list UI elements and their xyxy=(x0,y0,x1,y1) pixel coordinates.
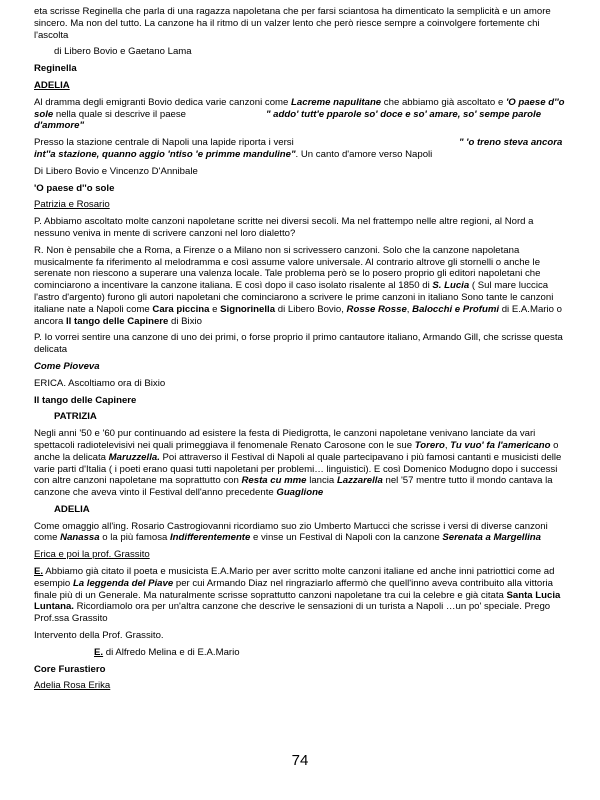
paragraph-gill: P. Io vorrei sentire una canzone di uno dei primi, o forse proprio il primo cantautore italiano, Armando Gill, che scrisse questa delicata xyxy=(34,332,563,356)
song-title: Core Furastiero xyxy=(34,663,106,675)
speaker-label: Patrizia e Rosario xyxy=(34,199,110,211)
paragraph-omaggio: Come omaggio all'ing. Rosario Castrogiovanni ricordiamo suo zio Umberto Martucci che scrisse i versi di diverse canzoni come Nanassa o la più famosa Indifferentemente e vinse un Festival di Napoli con la canzone Serenata a Margellina xyxy=(34,520,548,544)
paragraph-intervento: Intervento della Prof. Grassito. xyxy=(34,630,164,642)
paragraph-stazione: Presso la stazione centrale di Napoli una lapide riporta i versi " 'o treno steva ancora int''a stazione, quanno aggio 'ntiso 'e primme manduline". Un canto d'amore verso Napoli xyxy=(34,137,563,160)
page-number: 74 xyxy=(291,752,309,769)
song-credit: di Libero Bovio e Gaetano Lama xyxy=(54,46,192,58)
paragraph-mario: E. Abbiamo già citato il poeta e musicista E.A.Mario per aver scritto molte canzoni italiane ed anche inni patriottici come ad esempio La leggenda del Piave per cui Armando Diaz nel ringraziarlo affermò che quell'inno aveva contribuito alla vittoria finale più di un Generale. Ma naturalmente scrisse soprattutto canzoni napoletane tra cui la celebre e già citata Santa Lucia Luntana. Ricordiamolo ora per un'altra canzone che descrive le sensazioni di un turista a Napoli …un po' speciale. Prego Prof.ssa Grassito xyxy=(34,566,561,625)
speaker-label: Adelia Rosa Erika xyxy=(34,680,111,692)
song-title: 'O paese d''o sole xyxy=(34,182,115,194)
paragraph-erica: ERICA. Ascoltiamo ora di Bixio xyxy=(34,377,166,389)
speaker-label: PATRIZIA xyxy=(54,411,97,423)
song-credit: E. di Alfredo Melina e di E.A.Mario xyxy=(94,646,240,658)
paragraph-risposta: R. Non è pensabile che a Roma, a Firenze o a Milano non si scrivessero canzoni. Solo che la canzone napoletana musicalmente fa riferimento al melodramma e così assume valore universale. Al contrario altrove gli stornelli o anche le serenate non riescono a superare una valenza locale. Tale problema però se lo posero proprio gli editori napoletani che cominciarono a incentivare la canzone italiana. E così dopo il caso isolato risalente al 1850 di S. Lucia ( Sul mare luccica l'astro d'argento) furono gli autori napoletani che cominciarono a scrivere le prime canzoni in italiano Sono tante le canzoni italiane nate a Napoli come Cara piccina e Signorinella di Libero Bovio, Rosse Rosse, Balocchi e Profumi di E.A.Mario o ancora Il tango delle Capinere di Bixio xyxy=(34,244,562,327)
paragraph-domanda: P. Abbiamo ascoltato molte canzoni napoletane scritte nei diversi secoli. Ma nel frattempo nelle altre regioni, al Nord a nessuno veniva in mente di scrivere canzoni nel loro dialetto? xyxy=(34,216,534,239)
song-credit: Di Libero Bovio e Vincenzo D'Annibale xyxy=(34,165,198,177)
song-title: Il tango delle Capinere xyxy=(34,394,137,406)
song-title: Reginella xyxy=(34,63,77,75)
speaker-label: ADELIA xyxy=(54,503,90,515)
paragraph-adelia: Al dramma degli emigranti Bovio dedica varie canzoni come Lacreme napulitane che abbiamo già ascoltato e 'O paese d''o sole nella quale si descrive il paese " addo' tutt'e pparole so' doce e so' amare, so' sempe parole d'ammore" xyxy=(34,96,565,132)
song-title: Come Pioveva xyxy=(34,360,100,372)
speaker-label: Erica e poi la prof. Grassito xyxy=(34,549,150,561)
paragraph-intro: eta scrisse Reginella che parla di una ragazza napoletana che per farsi sciantosa ha dimenticato la semplicità e un amore sincero. Ma non del tutto. La canzone ha il ritmo di un valzer lento che però riesce sempre a coinvolgere fortemente chi l'ascolta xyxy=(34,6,551,41)
document-page xyxy=(34,6,568,697)
speaker-label: ADELIA xyxy=(34,79,70,91)
paragraph-patrizia: Negli anni '50 e '60 pur continuando ad esistere la festa di Piedigrotta, le canzoni napoletane venivano lanciate da vari spettacoli radiotelevisivi nei quali primeggiava il fenomenale Renato Carosone con le sue Torero, Tu vuo' fa l'americano o anche la delicata Maruzzella. Poi attraverso il Festival di Napoli al quale partecipavano i più famosi cantanti e musicisti delle varie parti d'Italia ( i poeti erano quasi tutti napoletani per problemi… linguistici). E così Domenico Modugno dopo i successi con altre canzoni napoletane ma soprattutto con Resta cu mme lancia Lazzarella nel '57 mentre tutto il mondo cantava la canzone che aveva vinto il Festival dell'anno precedente Guaglione xyxy=(34,428,562,499)
